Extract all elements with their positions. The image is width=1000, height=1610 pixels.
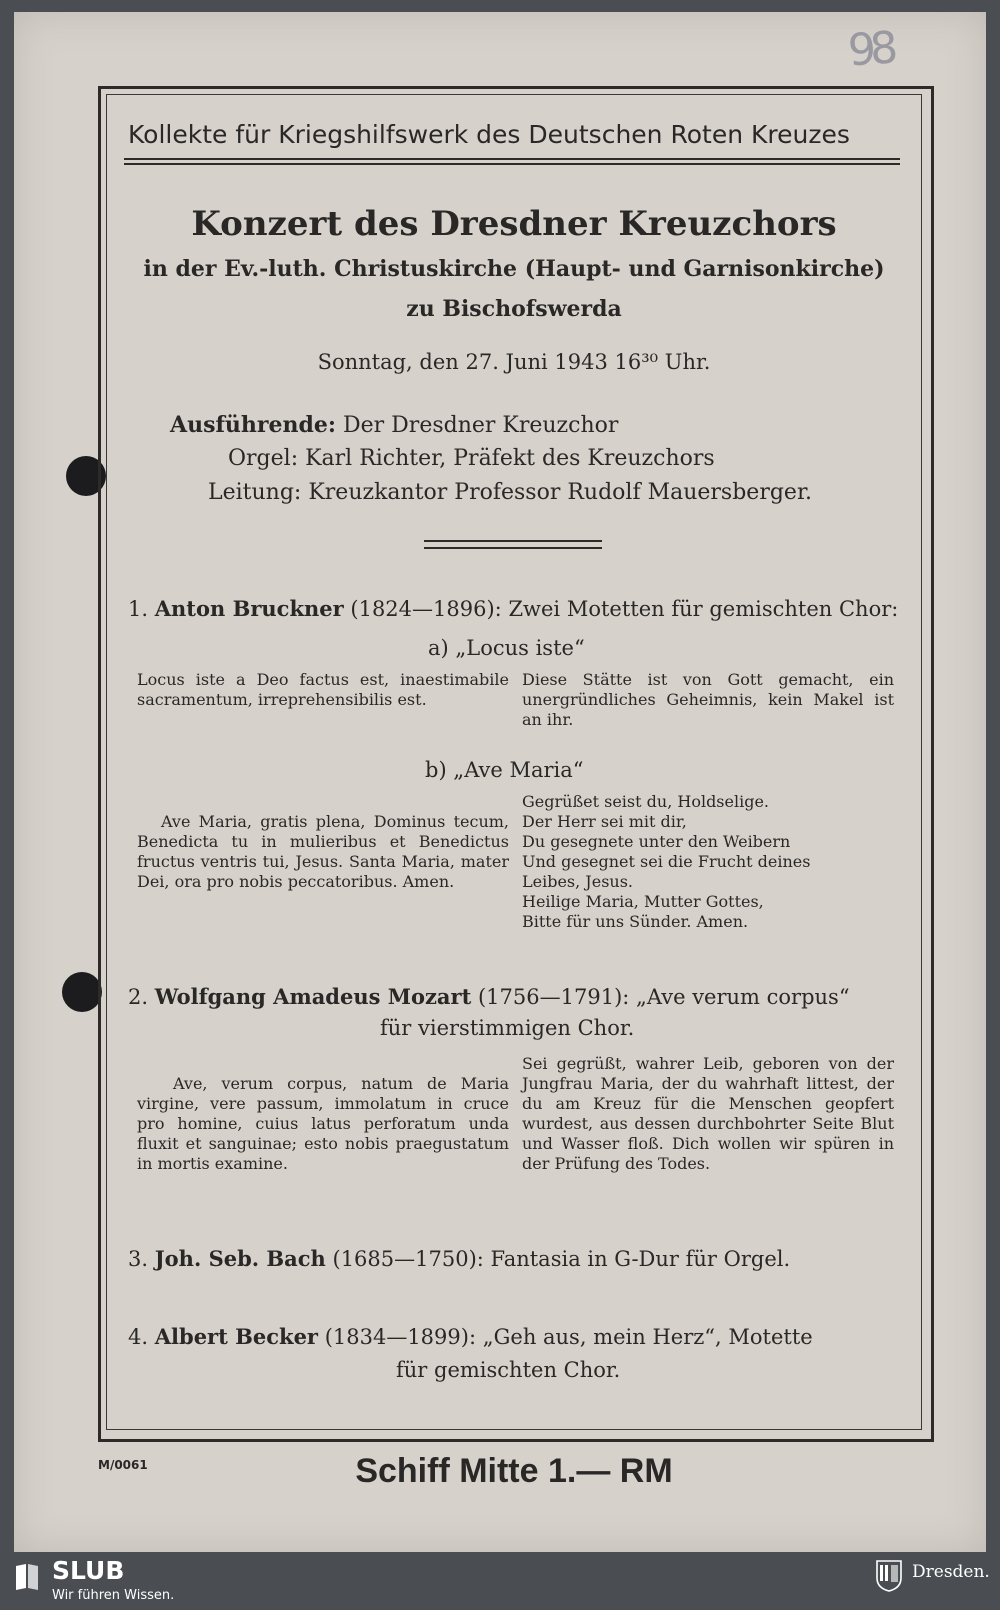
dresden-coat-of-arms-icon: [876, 1560, 902, 1592]
motet-a-german-text: Diese Stätte ist von Gott gemacht, ein unergründliches Geheimnis, kein Makel ist an ihr.: [522, 670, 894, 729]
item-4-number: 4.: [128, 1325, 149, 1349]
slub-tagline: Wir führen Wissen.: [52, 1588, 175, 1603]
performers-label: Ausführende:: [170, 412, 336, 438]
item-1-dates: (1824—1896):: [350, 597, 502, 621]
venue-line: in der Ev.-luth. Christuskirche (Haupt- und Garnisonkirche): [143, 256, 885, 282]
item-1-work: Zwei Motetten für gemischten Chor:: [508, 597, 899, 621]
item-4-work: „Geh aus, mein Herz“, Motette: [482, 1325, 813, 1349]
item-2-composer: Wolfgang Amadeus Mozart: [154, 984, 472, 1009]
item-1-composer: Anton Bruckner: [154, 596, 344, 621]
collection-note: Kollekte für Kriegshilfswerk des Deutschen Roten Kreuzes: [128, 120, 850, 149]
item-1-number: 1.: [128, 597, 149, 621]
performers-value: Der Dresdner Kreuzchor: [343, 413, 619, 438]
item-3-work: Fantasia in G-Dur für Orgel.: [490, 1247, 791, 1271]
program-item-2-heading: [128, 984, 850, 1009]
program-item-4-heading: [128, 1324, 813, 1349]
ave-verum-latin-text: Ave, verum corpus, natum de Maria virgine, vere passum, immolatum in cruce pro homine, cuius latus perforatum unda fluxit et sanguinae; esto nobis praegustatum in mortis examine.: [137, 1074, 509, 1173]
dresden-partner-text: Dresden.: [912, 1562, 990, 1582]
item-3-number: 3.: [128, 1247, 149, 1271]
item-2-number: 2.: [128, 985, 149, 1009]
book-icon: [14, 1562, 40, 1592]
town-line: zu Bischofswerda: [406, 296, 622, 322]
item-4-composer: Albert Becker: [154, 1324, 318, 1349]
concert-date: Sonntag, den 27. Juni 1943 16³⁰ Uhr.: [317, 350, 711, 374]
header-rule-bottom: [124, 163, 900, 165]
seat-price: Schiff Mitte 1.— RM: [355, 1452, 673, 1490]
punch-hole-lower: [62, 972, 102, 1012]
organ-line: [228, 446, 715, 471]
handwritten-mark: 98: [846, 22, 894, 77]
motet-a-latin-text: Locus iste a Deo factus est, inaestimabile sacramentum, irreprehensibilis est.: [137, 670, 509, 709]
library-footer: [0, 1552, 1000, 1610]
organ-label: Orgel:: [228, 446, 299, 471]
item-4-dates: (1834—1899):: [324, 1325, 477, 1349]
print-code: M/0061: [98, 1458, 148, 1472]
organ-value: Karl Richter, Präfekt des Kreuzchors: [305, 446, 715, 471]
item-4-work-line2: für gemischten Chor.: [396, 1358, 621, 1382]
concert-title: Konzert des Dresdner Kreuzchors: [191, 204, 837, 244]
motet-b-title: b) „Ave Maria“: [425, 758, 584, 782]
item-2-work-line2: für vierstimmigen Chor.: [380, 1016, 635, 1040]
conductor-value: Kreuzkantor Professor Rudolf Mauersberger.: [308, 480, 813, 505]
motet-a-title: a) „Locus iste“: [428, 636, 585, 660]
motet-b-latin-text: Ave Maria, gratis plena, Dominus tecum, Benedicta tu in mulieribus et Benedictus fructus ventris tui, Jesus. Santa Maria, mater Dei, ora pro nobis peccatoribus. Amen.: [137, 812, 509, 891]
section-divider-bottom: [424, 547, 602, 549]
ave-verum-german-text: Sei gegrüßt, wahrer Leib, geboren von der Jungfrau Maria, der du wahrhaft littest, der du am Kreuz für die Menschen geopfert wurdest, aus dessen durchbohrter Seite Blut und Wasser floß. Dich wollen wir spüren in der Prüfung des Todes.: [522, 1054, 894, 1173]
item-3-composer: Joh. Seb. Bach: [154, 1246, 326, 1271]
conductor-line: [208, 480, 812, 505]
item-3-dates: (1685—1750):: [332, 1247, 484, 1271]
program-item-3-heading: [128, 1246, 790, 1271]
performers-line: [170, 412, 618, 438]
program-item-1-heading: [128, 596, 898, 621]
item-2-dates: (1756—1791):: [477, 985, 630, 1009]
conductor-label: Leitung:: [208, 480, 302, 505]
slub-logo-text: SLUB: [52, 1556, 125, 1585]
motet-b-german-text: Gegrüßet seist du, Holdselige. Der Herr sei mit dir, Du gesegnete unter den Weibern Und gesegnet sei die Frucht deines Leibes, Jesus. Heilige Maria, Mutter Gottes, Bitte für uns Sünder. Amen.: [522, 792, 811, 931]
item-2-work: „Ave verum corpus“: [636, 985, 850, 1009]
header-rule-top: [124, 158, 900, 160]
section-divider-top: [424, 540, 602, 542]
